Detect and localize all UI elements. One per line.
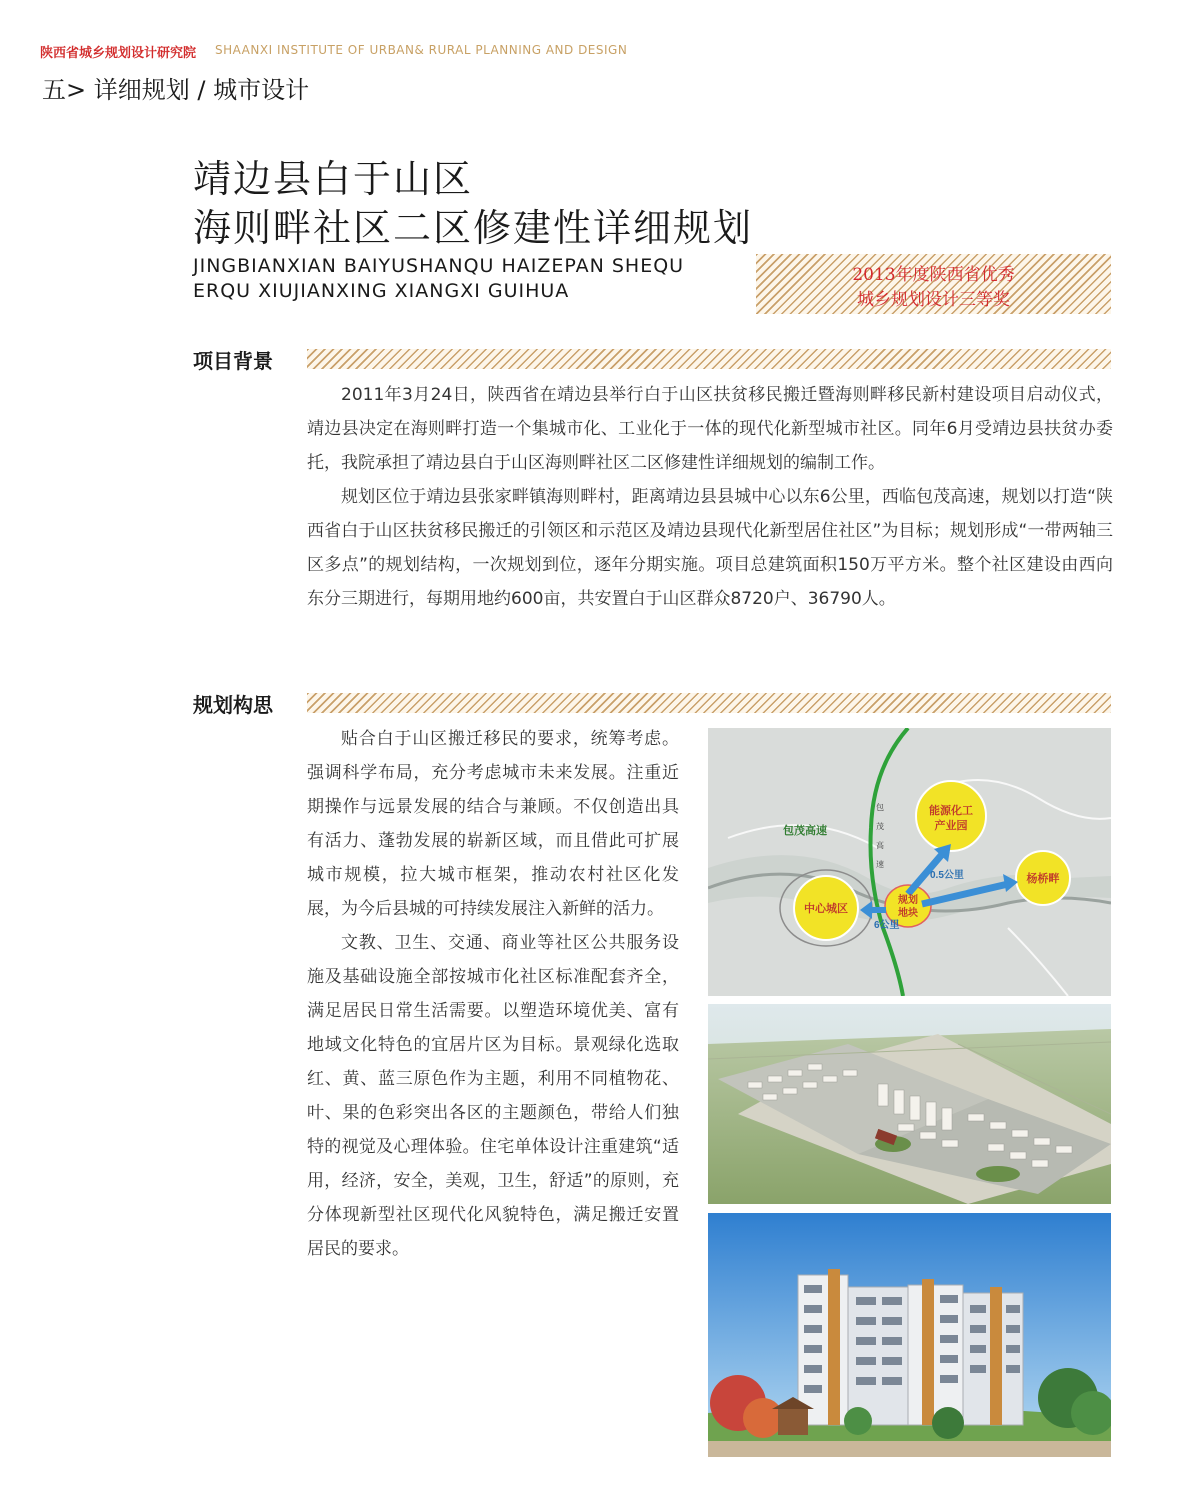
title-line-2: 海则畔社区二区修建性详细规划 <box>193 206 754 250</box>
award-line-2: 城乡规划设计三等奖 <box>857 290 1010 310</box>
title-en-line-2: ERQU XIUJIANXING XIANGXI GUIHUA <box>193 280 570 302</box>
map-label-highway-v1: 包 <box>876 803 884 812</box>
institute-name: 陕西省城乡规划设计研究院 <box>40 46 197 61</box>
aerial-rendering <box>708 1004 1111 1204</box>
award-badge <box>756 254 1111 314</box>
section-heading-background: 项目背景 <box>193 349 273 373</box>
map-label-site-2: 地块 <box>898 908 918 919</box>
map-label-industrial-2: 产业园 <box>934 820 968 832</box>
building-rendering <box>708 1213 1111 1457</box>
background-body <box>307 378 1113 616</box>
section-divider-background <box>307 349 1111 369</box>
map-label-town: 杨桥畔 <box>1026 873 1060 885</box>
map-label-site-1: 规划 <box>898 895 918 906</box>
map-label-center-city: 中心城区 <box>804 903 848 915</box>
award-line-1: 2013年度陕西省优秀 <box>852 265 1015 285</box>
title-en-line-1: JINGBIANXIAN BAIYUSHANQU HAIZEPAN SHEQU <box>193 255 685 277</box>
map-label-highway-v2: 茂 <box>876 822 884 831</box>
map-label-highway-v4: 速 <box>876 860 884 869</box>
concept-paragraph-2: 文教、卫生、交通、商业等社区公共服务设施及基础设施全部按城市化社区标准配套齐全，满足居民日常生活需要。以塑造环境优美、富有地域文化特色的宜居片区为目标。景观绿化选取红、黄、蓝三原色作为主题，利用不同植物花、叶、果的色彩突出各区的主题颜色，带给人们独特的视觉及心理体验。住宅单体设计注重建筑“适用，经济，安全，美观，卫生，舒适”的原则，充分体现新型社区现代化风貌特色，满足搬迁安置居民的要求。 <box>307 933 679 1259</box>
concept-body <box>307 722 679 1266</box>
institute-name-en: SHAANXI INSTITUTE OF URBAN& RURAL PLANNING AND DESIGN <box>215 43 628 57</box>
title-line-1: 靖边县白于山区 <box>193 157 474 201</box>
section-label: 五> 详细规划 / 城市设计 <box>42 76 310 104</box>
map-label-highway-v3: 高 <box>876 841 884 850</box>
background-paragraph-1: 2011年3月24日，陕西省在靖边县举行白于山区扶贫移民搬迁暨海则畔移民新村建设项目启动仪式，靖边县决定在海则畔打造一个集城市化、工业化于一体的现代化新型城市社区。同年6月受靖边县扶贫办委托，我院承担了靖边县白于山区海则畔社区二区修建性详细规划的编制工作。 <box>307 385 1113 473</box>
concept-paragraph-1: 贴合白于山区搬迁移民的要求，统筹考虑。强调科学布局，充分考虑城市未来发展。注重近期操作与远景发展的结合与兼顾。不仅创造出具有活力、蓬勃发展的崭新区域，而且借此可扩展城市规模，拉大城市框架，推动农村社区化发展，为今后县城的可持续发展注入新鲜的活力。 <box>307 729 679 919</box>
map-label-industrial-1: 能源化工 <box>929 805 973 817</box>
map-label-highway: 包茂高速 <box>783 825 827 837</box>
section-heading-concept: 规划构思 <box>193 693 273 717</box>
background-paragraph-2: 规划区位于靖边县张家畔镇海则畔村，距离靖边县县城中心以东6公里，西临包茂高速，规划以打造“陕西省白于山区扶贫移民搬迁的引领区和示范区及靖边县现代化新型居住社区”为目标；规划形成“一带两轴三区多点”的规划结构，一次规划到位，逐年分期实施。项目总建筑面积150万平方米。整个社区建设由西向东分三期进行，每期用地约600亩，共安置白于山区群众8720户、36790人。 <box>307 487 1113 609</box>
map-label-dist-west: 6公里 <box>874 920 900 931</box>
section-divider-concept <box>307 693 1111 713</box>
location-map <box>708 728 1111 996</box>
map-label-dist-east: 0.5公里 <box>930 870 964 881</box>
